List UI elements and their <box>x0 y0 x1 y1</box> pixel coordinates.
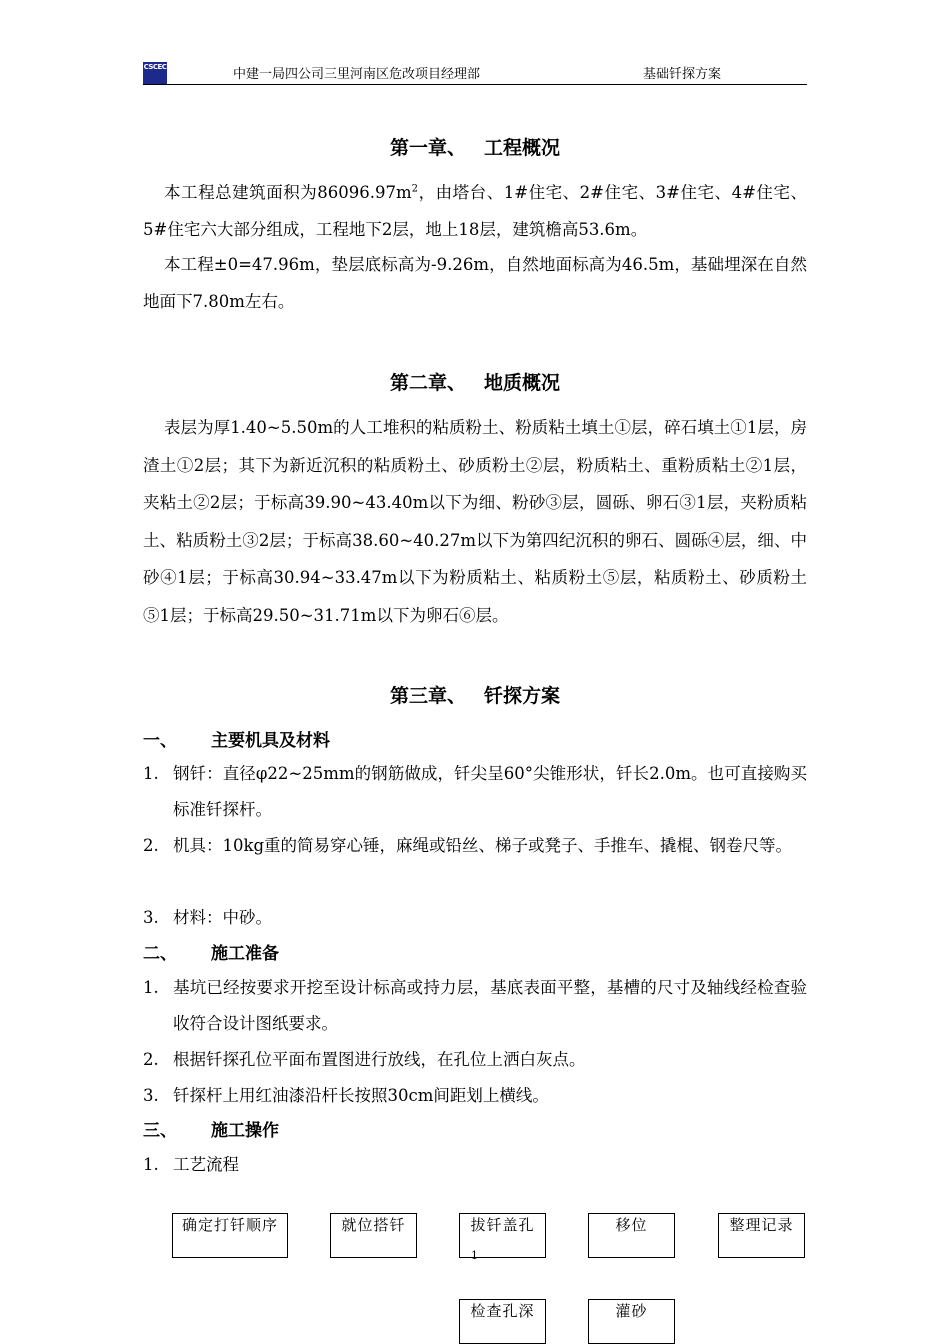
header-rule <box>143 84 807 85</box>
p1-text-b: ，由塔台、1#住宅、2#住宅、3#住宅、4#住宅、5#住宅六大部分组成，工程地下2层，地上18层，建筑檐高53.6m。 <box>143 183 807 239</box>
list-item <box>143 1042 807 1078</box>
list-item-text: 基坑已经按要求开挖至设计标高或持力层，基底表面平整，基槽的尺寸及轴线经检查验收符合设计图纸要求。 <box>173 978 807 1033</box>
chapter-1-paragraph-2: 本工程±0=47.96m，垫层底标高为-9.26m，自然地面标高为46.5m，基础埋深在自然地面下7.80m左右。 <box>143 255 807 311</box>
list-item <box>143 900 807 936</box>
section-2-number: 二、 <box>143 944 177 964</box>
list-item <box>143 1147 807 1183</box>
list-item-number: 1. <box>143 1155 159 1174</box>
flow-box-pull-rod-cover-hole: 拔钎盖孔 <box>459 1213 546 1258</box>
chapter-2-number: 第二章、 <box>389 372 466 394</box>
section-1-heading <box>143 729 330 753</box>
list-item-number: 1. <box>143 764 159 783</box>
list-item-text: 机具：10kg重的简易穿心锤，麻绳或铅丝、梯子或凳子、手推车、撬棍、钢卷尺等。 <box>173 836 793 855</box>
list-item <box>143 970 807 1042</box>
section-3-heading <box>143 1119 279 1143</box>
company-logo: CSCEC <box>143 62 167 85</box>
area-superscript: 2 <box>411 183 419 195</box>
section-2-heading <box>143 942 279 966</box>
section-2-title: 施工准备 <box>211 944 279 964</box>
flow-box-position-rod: 就位搭钎 <box>330 1213 417 1258</box>
list-item <box>143 756 807 828</box>
list-item-number: 3. <box>143 1086 159 1105</box>
list-item-text: 材料：中砂。 <box>173 908 272 927</box>
section-3-number: 三、 <box>143 1121 177 1141</box>
list-item-text: 钎探杆上用红油漆沿杆长按照30cm间距划上横线。 <box>173 1086 549 1105</box>
chapter-3-number: 第三章、 <box>389 685 466 707</box>
chapter-3-title: 钎探方案 <box>484 685 561 707</box>
list-item-text: 根据钎探孔位平面布置图进行放线，在孔位上洒白灰点。 <box>173 1050 586 1069</box>
list-item-number: 2. <box>143 1050 159 1069</box>
flow-box-fill-sand: 灌砂 <box>588 1299 675 1344</box>
section-3-title: 施工操作 <box>211 1121 279 1141</box>
section-1-number: 一、 <box>143 731 177 751</box>
list-item-text: 钢钎：直径φ22~25mm的钢筋做成，钎尖呈60°尖锥形状，钎长2.0m。也可直接购买标准钎探杆。 <box>173 764 807 819</box>
list-item <box>143 828 807 864</box>
list-item-number: 3. <box>143 908 159 927</box>
p1-text-a: 本工程总建筑面积为86096.97m <box>164 183 412 202</box>
chapter-1-paragraph-1 <box>143 174 807 248</box>
list-item-number: 1. <box>143 978 159 997</box>
chapter-2-title: 地质概况 <box>484 372 561 394</box>
chapter-1-title: 工程概况 <box>484 137 561 159</box>
chapter-2-paragraph-1: 表层为厚1.40~5.50m的人工堆积的粘质粉土、粉质粘土填土①层，碎石填土①1层，房渣土①2层；其下为新近沉积的粘质粉土、砂质粉土②层，粉质粘土、重粉质粘土②1层，夹粘土②2层；于标高39.90~43.40m以下为细、粉砂③层，圆砾、卵石③1层，夹粉质粘土、粘质粉土③2层；于标高38.60~40.27m以下为第四纪沉积的卵石、圆砾④层，细、中砂④1层；于标高30.94~33.47m以下为粉质粘土、粘质粉土⑤层，粘质粉土、砂质粉土⑤1层；于标高29.50~31.71m以下为卵石⑥层。 <box>143 418 807 625</box>
chapter-2-heading <box>143 370 807 396</box>
header-organization: 中建一局四公司三里河南区危改项目经理部 <box>233 67 481 82</box>
list-item <box>143 1078 807 1114</box>
chapter-1-heading <box>143 135 807 161</box>
flow-box-determine-order: 确定打钎顺序 <box>172 1213 288 1258</box>
chapter-3-heading <box>143 683 807 709</box>
flow-box-organize-records: 整理记录 <box>718 1213 805 1258</box>
chapter-1-number: 第一章、 <box>389 137 466 159</box>
header-document-title: 基础钎探方案 <box>643 67 722 82</box>
section-1-title: 主要机具及材料 <box>211 731 330 751</box>
flow-box-check-depth: 检查孔深 <box>459 1299 546 1344</box>
list-item-text: 工艺流程 <box>173 1155 239 1174</box>
page-number: 1 <box>471 1249 478 1262</box>
flow-box-move: 移位 <box>588 1213 675 1258</box>
list-item-number: 2. <box>143 836 159 855</box>
